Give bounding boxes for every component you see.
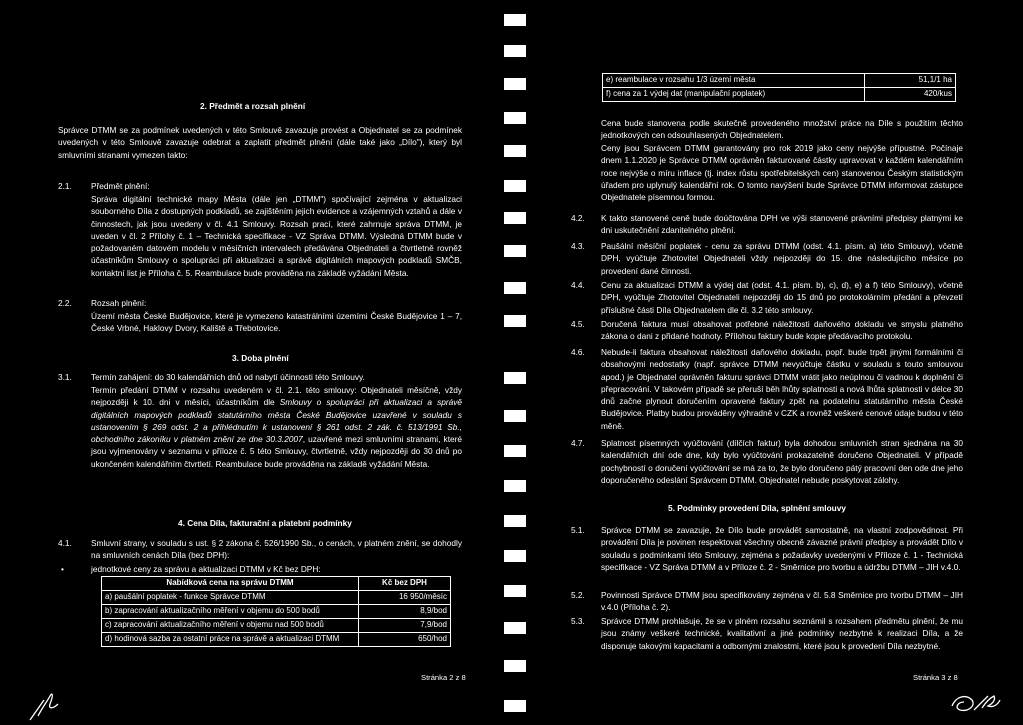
price-note-2: Ceny jsou Správcem DTMM garantovány pro rok 2019 jako ceny nejvýše přípustné. Počínaje dnem 1.1.2020 je Správce DTMM oprávněn fakturované částky upravovat v každém kalendářním roce nejvýše o míru inflace (tj. index růstu spotřebitelských cen) stanovenou Českým statistickým úřadem pro uplynulý kalendářní rok. O tomto navýšení bude Správce DTMM informovat zástupce Objednatele písemnou formou. xyxy=(601,143,963,203)
table-cell-value: 8,9/bod xyxy=(359,605,451,619)
clause-4-1-text: Smluvní strany, v souladu s ust. § 2 zákona č. 526/1990 Sb., o cenách, v platném znění, se dohodly na smluvních cenách Díla (bez DPH): xyxy=(91,538,462,561)
binding-mark xyxy=(504,112,526,124)
binding-mark xyxy=(504,372,526,384)
table-cell-label: d) hodinová sazba za ostatní práce na správě a aktualizaci DTMM xyxy=(102,633,359,647)
binding-marks xyxy=(500,0,532,725)
table-header-row xyxy=(102,577,451,591)
binding-mark xyxy=(504,78,526,90)
clause-number: 4.4. xyxy=(571,280,585,290)
clause-text: Nebude-li faktura obsahovat náležitosti daňového dokladu, popř. bude trpět jinými formálními či obsahovými nedostatky (např. správce DTMM nevyúčtuje částku v souladu s touto smlouvou apod.) je Objednatel oprávněn fakturu správci DTMM vrátit jako neúplnou či vadnou k doplnění či přepracování. V takovém případě se přeruší běh lhůty splatnosti a nová lhůta splatnosti v délce 30 dnů začne plynout doručením opravené faktury zpět na podatelnu statutárního města České Budějovice. Platby budou prováděny výhradně v CZK a rovněž veškeré cenové údaje budou v této měně. xyxy=(601,347,963,431)
table-cell-value: 16 950/měsíc xyxy=(359,591,451,605)
clause-number: 5.3. xyxy=(571,616,585,626)
clause-2-2-text: Území města České Budějovice, které je vymezeno katastrálními územími České Budějovice 1 – 7, České Vrbné, Haklovy Dvory, Kaliště a Třebotovice. xyxy=(91,311,462,334)
table-row xyxy=(603,88,956,102)
clause-2-2-number: 2.2. xyxy=(58,298,72,308)
clause-text: Doručená faktura musí obsahovat potřebné náležitosti daňového dokladu ve smyslu platného zákona o dani z přidané hodnoty. Přílohou faktury bude kopie předávacího protokolu. xyxy=(601,319,963,342)
table-cell-label: f) cena za 1 výdej dat (manipulační poplatek) xyxy=(603,88,865,102)
section-4-title: 4. Cena Díla, fakturační a platební podmínky xyxy=(178,518,352,528)
table-cell-label: c) zapracování aktualizačního měření v objemu nad 500 bodů xyxy=(102,619,359,633)
binding-mark xyxy=(504,480,526,492)
table-cell-value: 420/kus xyxy=(865,88,956,102)
clause-2-1-number: 2.1. xyxy=(58,181,72,191)
clause-3-1-text xyxy=(91,384,462,470)
table-row xyxy=(102,605,451,619)
clause-text: Paušální měsíční poplatek - cenu za správu DTMM (odst. 4.1. písm. a) této Smlouvy), včetně DPH, vyúčtuje Zhotovitel Objednateli vždy nejpozději do 15. dne následujícího měsíce po provedení dané činnosti. xyxy=(601,241,963,276)
table-cell-value: 51,1/1 ha xyxy=(865,74,956,88)
signature-left xyxy=(28,686,64,722)
clause-number: 4.5. xyxy=(571,319,585,329)
binding-mark xyxy=(504,245,526,257)
binding-mark xyxy=(504,445,526,457)
clause-text: Správce DTMM prohlašuje, že se v plném rozsahu seznámil s rozsahem předmětu plnění, že mu jsou známy veškeré technické, kvalitativní a jiné podmínky nezbytné k realizaci Díla, a že disponuje takovými kapacitami a odbornými znalostmi, které jsou k provedení Díla nezbytné. xyxy=(601,616,963,651)
section-5-title: 5. Podmínky provedení Díla, splnění smlouvy xyxy=(668,503,846,513)
clause-2-1-text: Správa digitální technické mapy Města (dále jen „DTMM") spočívající zejména v aktualizaci souborného Díla z dostupných podkladů, se zajištěním jejich evidence a vzájemných vztahů a dále v činnostech, jak jsou uvedeny v čl. 4.1 Smlouvy. Rozsah prací, které zahrnuje správa DTMM, je uveden v čl. 2 Přílohy č. 1 – Technická specifikace - VZ Správa DTMM. Výsledná DTMM bude v požadovaném datovém modelu v měsíčních intervalech předávána Objednateli a čtvrtletně rovněž účastníkům Smlouvy o spolupráci při aktualizaci a správě digitálních mapových podkladů SMČB, kontaktní list je Příloha č. 5. Reambulace bude prováděna na základě vyžádání Města. xyxy=(91,194,462,278)
binding-mark xyxy=(504,550,526,562)
clause-3-1-end: , uzavřené mezi smluvními stranami, které jsou vyjmenovány v seznamu v příloze č. 5 této Smlouvy, čtvrtletně, vždy nejpozději do 30 dnů po ukončeném kalendářním čtvrtletí. Reambulace bude prováděna na základě vyžádání Města. xyxy=(91,434,462,469)
clause-3-1-italic: Smlouvy o spolupráci při aktualizaci a správě digitálních mapových podkladů statutárního města České Budějovice uzavřené v souladu s ustanovením § 269 odst. 2 a přihlédnutím k ustanovení § 261 odst. 2 zák. č. 513/1991 Sb., obchodního zákoníku v platném znění ze dne 30.3.2007 xyxy=(91,397,462,445)
price-table xyxy=(101,576,451,647)
clause-text: Splatnost písemných vyúčtování (dílčích faktur) byla dohodou smluvních stran sjednána na 30 kalendářních dní ode dne, kdy bylo vyúčtování prokazatelně doručeno Objednateli. V případě pochybností o doručení vyúčtování se má za to, že bylo doručeno pátý pracovní den ode dne jeho doporučeného odeslání Správcem DTMM. Objednatel nebude poskytovat zálohy. xyxy=(601,438,963,485)
table-row xyxy=(102,633,451,647)
intro-paragraph: Správce DTMM se za podmínek uvedených v této Smlouvě zavazuje provést a Objednatel se za podmínek uvedených v této Smlouvě zavazuje odebrat a zaplatit předmět plnění (dále také jako „Dílo"), který byl smluvními stranami vymezen takto: xyxy=(58,125,462,160)
clause-number: 4.6. xyxy=(571,347,585,357)
clause-3-1-body: Termín předání DTMM v rozsahu uvedeném v čl. 2.1. této smlouvy: Objednateli měsíčně, vždy nejpozději k 10. dni v měsíci, účastníkům dle xyxy=(91,385,462,408)
clause-3-1-number: 3.1. xyxy=(58,372,72,382)
table-cell-value: 650/hod xyxy=(359,633,451,647)
binding-mark xyxy=(504,585,526,597)
section-3-title: 3. Doba plnění xyxy=(232,353,289,363)
binding-mark xyxy=(504,700,526,712)
binding-mark xyxy=(504,515,526,527)
page-number-left: Stránka 2 z 8 xyxy=(421,673,466,682)
table-header-price: Kč bez DPH xyxy=(359,577,451,591)
binding-mark xyxy=(504,14,526,26)
price-table-continued xyxy=(602,73,956,102)
clause-text: K takto stanovené ceně bude doúčtována DPH ve výši stanovené právními předpisy platnými ke dni uskutečnění zdanitelného plnění. xyxy=(601,213,963,236)
clause-number: 5.2. xyxy=(571,590,585,600)
clause-number: 4.7. xyxy=(571,438,585,448)
clause-2-1-heading: Předmět plnění: xyxy=(91,181,150,191)
clause-4-1-bullet: jednotkové ceny za správu a aktualizaci DTMM v Kč bez DPH: xyxy=(91,564,321,574)
clause-4-1-number: 4.1. xyxy=(58,538,72,548)
table-cell-label: e) reambulace v rozsahu 1/3 území města xyxy=(603,74,865,88)
table-row xyxy=(603,74,956,88)
bullet-icon: • xyxy=(61,564,64,574)
binding-mark xyxy=(504,145,526,157)
table-row xyxy=(102,619,451,633)
clause-number: 4.3. xyxy=(571,241,585,251)
binding-mark xyxy=(504,660,526,672)
clause-number: 5.1. xyxy=(571,525,585,535)
table-header-service: Nabídková cena na správu DTMM xyxy=(102,577,359,591)
binding-mark xyxy=(504,45,526,57)
binding-mark xyxy=(504,180,526,192)
clause-number: 4.2. xyxy=(571,213,585,223)
clause-text: Povinnosti Správce DTMM jsou specifikovány zejména v čl. 5.8 Směrnice pro tvorbu DTMM – JIH v.4.0 (Příloha č. 2). xyxy=(601,590,963,613)
binding-mark xyxy=(504,315,526,327)
signature-right xyxy=(948,686,1004,720)
binding-mark xyxy=(504,410,526,422)
table-cell-label: b) zapracování aktualizačního měření v objemu do 500 bodů xyxy=(102,605,359,619)
clause-text: Správce DTMM se zavazuje, že Dílo bude provádět samostatně, na vlastní zodpovědnost. Při provádění Díla je povinen respektovat všechny obecně závazné právní předpisy a provádět Dílo v souladu s podmínkami této Smlouvy, zejména s požadavky uvedenými v Příloze č. 1 - Technická specifikace - VZ Správa DTMM a v Příloze č. 2 - Směrnice pro tvorbu a údržbu DTMM – JIH v.4.0. xyxy=(601,525,963,572)
page-number-right: Stránka 3 z 8 xyxy=(913,673,958,682)
section-2-title: 2. Předmět a rozsah plnění xyxy=(200,101,306,111)
binding-mark xyxy=(504,622,526,634)
binding-mark xyxy=(504,282,526,294)
price-note-1: Cena bude stanovena podle skutečně provedeného množství práce na Díle s použitím těchto jednotkových cen odsouhlasených Objednatelem. xyxy=(601,118,963,141)
clause-text: Cenu za aktualizaci DTMM a výdej dat (odst. 4.1. písm. b), c), d), e) a f) této Smlouvy), včetně DPH, vyúčtuje Zhotovitel Objednateli nejpozději do 15 dnů po protokolárním předání a převzetí příslušné části Díla Objednatelem dle čl. 3.2 této smlouvy. xyxy=(601,280,963,315)
clause-3-1-start: Termín zahájení: do 30 kalendářních dnů od nabytí účinnosti této Smlouvy. xyxy=(91,372,365,382)
binding-mark xyxy=(504,212,526,224)
table-row xyxy=(102,591,451,605)
table-cell-label: a) paušální poplatek - funkce Správce DTMM xyxy=(102,591,359,605)
clause-2-2-heading: Rozsah plnění: xyxy=(91,298,147,308)
table-cell-value: 7,9/bod xyxy=(359,619,451,633)
